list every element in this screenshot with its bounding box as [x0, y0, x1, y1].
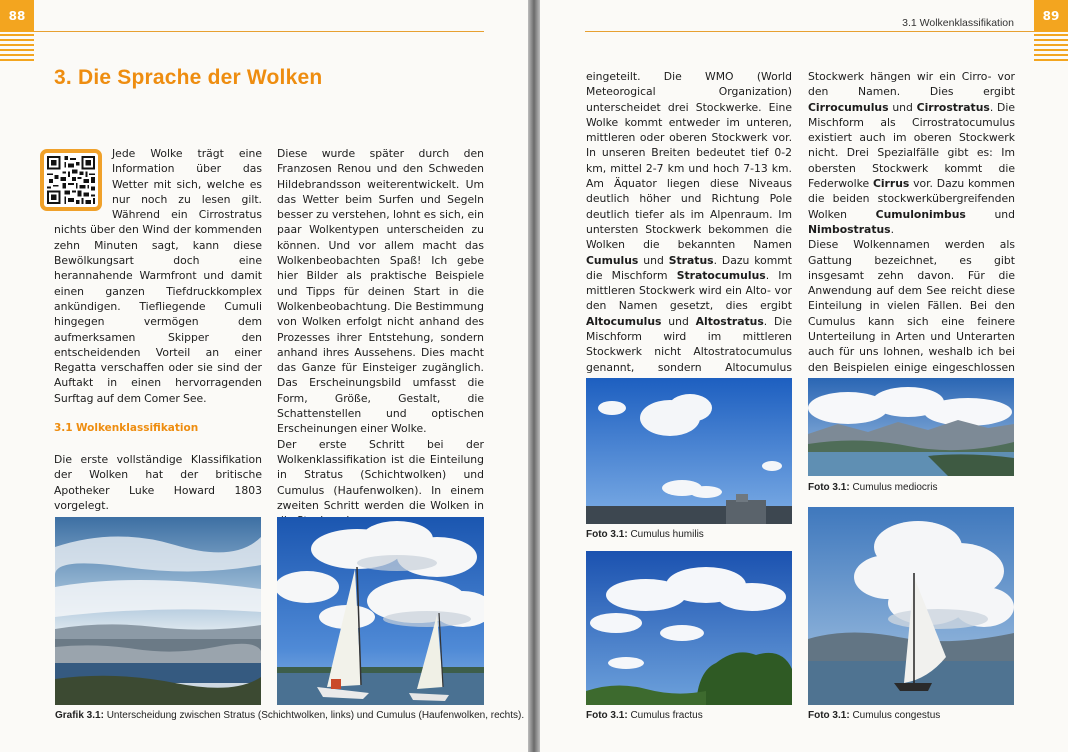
right-column-1 — [586, 69, 792, 390]
page-stripes-left — [0, 34, 34, 64]
wmo-text-2: und — [638, 253, 669, 267]
left-column-1 — [54, 146, 262, 513]
qr-code[interactable] — [40, 149, 102, 211]
term-cumulus: Cumulus — [586, 253, 639, 267]
caption-humilis-text: Cumulus humilis — [627, 529, 704, 540]
section-heading: 3.1 Wolkenklassifikation — [54, 422, 199, 435]
caption-fractus-text: Cumulus fractus — [627, 710, 703, 721]
header-rule-right — [585, 31, 1034, 32]
chapter-title: 3. Die Sprache der Wolken — [54, 66, 323, 89]
caption-congestus-text: Cumulus congestus — [849, 710, 941, 721]
cumulus-photo — [277, 517, 484, 705]
figure-caption-text: Unterscheidung zwischen Stratus (Schichtwolken, links) und Cumulus (Haufenwolken, rechts). — [103, 710, 525, 721]
left-column-2 — [277, 146, 484, 528]
caption-humilis-label: Foto 3.1: — [586, 529, 628, 540]
term-cirrostratus: Cirrostratus — [916, 100, 990, 114]
cirro-text-1: Stockwerk hängen wir ein Cirro- vor den Namen. Dies ergibt — [808, 70, 1015, 99]
page-number-right: 89 — [1034, 0, 1068, 32]
caption-humilis — [586, 529, 704, 540]
cirro-text-5: und — [965, 207, 1015, 221]
wmo-text-5: und — [661, 314, 696, 328]
cirro-text-6: . — [890, 222, 895, 236]
running-head: 3.1 Wolkenklassifikation — [902, 17, 1014, 29]
cumulus-congestus-photo — [808, 507, 1014, 705]
caption-fractus-label: Foto 3.1: — [586, 710, 628, 721]
cirro-paragraph — [808, 69, 1015, 237]
page-stripes-right — [1034, 34, 1068, 64]
caption-congestus — [808, 710, 940, 721]
cirro-text-3: . Die Mischform als Cirrostratocumulus existiert auch im oberen Stockwerk nicht. Drei Spezialfälle gibt es: Im obersten Stockwerk kommt die Federwolke — [808, 100, 1015, 191]
term-altostratus: Altostratus — [695, 314, 764, 328]
caption-congestus-label: Foto 3.1: — [808, 710, 850, 721]
caption-mediocris-label: Foto 3.1: — [808, 482, 850, 493]
figure-caption — [55, 710, 524, 721]
right-page — [540, 0, 1068, 752]
stratus-photo — [55, 517, 261, 705]
wmo-text-1: eingeteilt. Die WMO (World Meteorogical Organization) unterscheidet drei Stockwerke. Eine Wolke kommt entweder im unteren, mittleren oder oberen Stockwerk vor. In unseren Breiten bedeutet tief 0-2 km, mittel 2-7 km und hoch 7-13 km. Am Äquator liegen diese Niveaus deutlich höher und Richtung Pole deutlich tiefer als im Alpenraum. Im untersten Stockwerk bekommen die Wolken die bekannten Namen — [586, 70, 792, 252]
cumulus-mediocris-photo — [808, 378, 1014, 476]
cumulus-humilis-photo — [586, 378, 792, 524]
cirro-text-2: und — [888, 100, 917, 114]
renou-paragraph: Diese wurde später durch den Franzosen Renou und den Schweden Hildebrandsson weiterentwickelt. Um das Wetter beim Surfen und Segeln besser zu verstehen, lohnt es sich, ein paar Wolkentypen unterscheiden zu können. Und vor allem macht das Wolkenbeobachten Spaß! Ich gebe hier Bilder als praktische Beispiele und Tipps für deinen Start in die Wolkenbeobachtung. Die Bestimmung von Wolken erfolgt nicht anhand des Prozesses ihrer Entstehung, sondern anhand ihres Aussehens. Dies macht das Ganze für Einsteiger zugänglich. Das Erscheinungsbild umfasst die Form, Größe, Gestalt, die Schattenstellen und optischen Erscheinungen einer Wolke. — [277, 147, 484, 436]
cirro-text-4: vor. Dazu kommen die beiden stockwerkübergreifenden Wolken — [808, 177, 1015, 221]
left-page — [0, 0, 528, 752]
term-stratus: Stratus — [668, 253, 714, 267]
term-cumulonimbus: Cumulonimbus — [875, 207, 966, 221]
caption-fractus — [586, 710, 703, 721]
term-cirrus: Cirrus — [872, 177, 910, 191]
gattung-paragraph: Diese Wolkennamen werden als Gattung bezeichnet, es gibt insgesamt zehn davon. Für die Anwendung auf dem See reicht diese Einteilung in vielen Fällen. Bei den Cumulus kann sich eine feinere Unterteilung in Arten und Unterarten auch für uns lohnen, weshalb ich bei den Beispielen einige eingeschlossen — [808, 238, 1015, 374]
term-nimbostratus: Nimbostratus — [808, 222, 891, 236]
classification-paragraph: Die erste vollständige Klassifikation der Wolken hat der britische Apotheker Luke Howard 1803 vorgelegt. — [54, 452, 262, 512]
term-altocumulus: Altocumulus — [586, 314, 662, 328]
caption-mediocris — [808, 482, 937, 493]
wmo-paragraph — [586, 69, 792, 390]
wmo-text-3: . Dazu kommt die Mischform — [586, 253, 792, 282]
cumulus-fractus-photo — [586, 551, 792, 705]
term-cirrocumulus: Cirrocumulus — [808, 100, 889, 114]
qr-code-icon — [47, 156, 95, 204]
caption-mediocris-text: Cumulus mediocris — [849, 482, 938, 493]
book-gutter — [528, 0, 540, 752]
figure-caption-label: Grafik 3.1: — [55, 710, 104, 721]
right-column-2 — [808, 69, 1015, 390]
header-rule-left — [34, 31, 484, 32]
wmo-text-6: . Die Mischform wird im mittleren Stockwerk nicht Altostratocumulus genannt, sondern Altocumulus — [586, 314, 792, 374]
wmo-text-4: . Im mittleren Stockwerk wird ein Alto- vor den Namen gesetzt, dies ergibt — [586, 268, 792, 313]
page-number-left: 88 — [0, 0, 34, 32]
term-stratocumulus: Stratocumulus — [676, 268, 766, 282]
first-step-paragraph: Der erste Schritt bei der Wolkenklassifikation ist die Einteilung in Stratus (Schichtwolken) und Cumulus (Haufenwolken). In einem zweiten Schritt werden die Wolken in — [277, 437, 484, 512]
intro-paragraph: Jede Wolke trägt eine Information über das Wetter mit sich, welche es nur noch zu lesen gilt. Während ein Cirrostratus nichts über den Wind der kommenden zehn Minuten sagt, kann diese Bewölkungsart doch eine herannahende Warmfront und damit einen ganzen Tiefdruckkomplex ankündigen. Tiefliegende Cumuli hingegen vermögen dem aufmerksamen Skipper den entscheidenden Vorteil an einer Regatta verschaffen oder sie sind der Auftakt in einen hervorragenden Surftag auf dem Comer See. — [54, 147, 262, 405]
